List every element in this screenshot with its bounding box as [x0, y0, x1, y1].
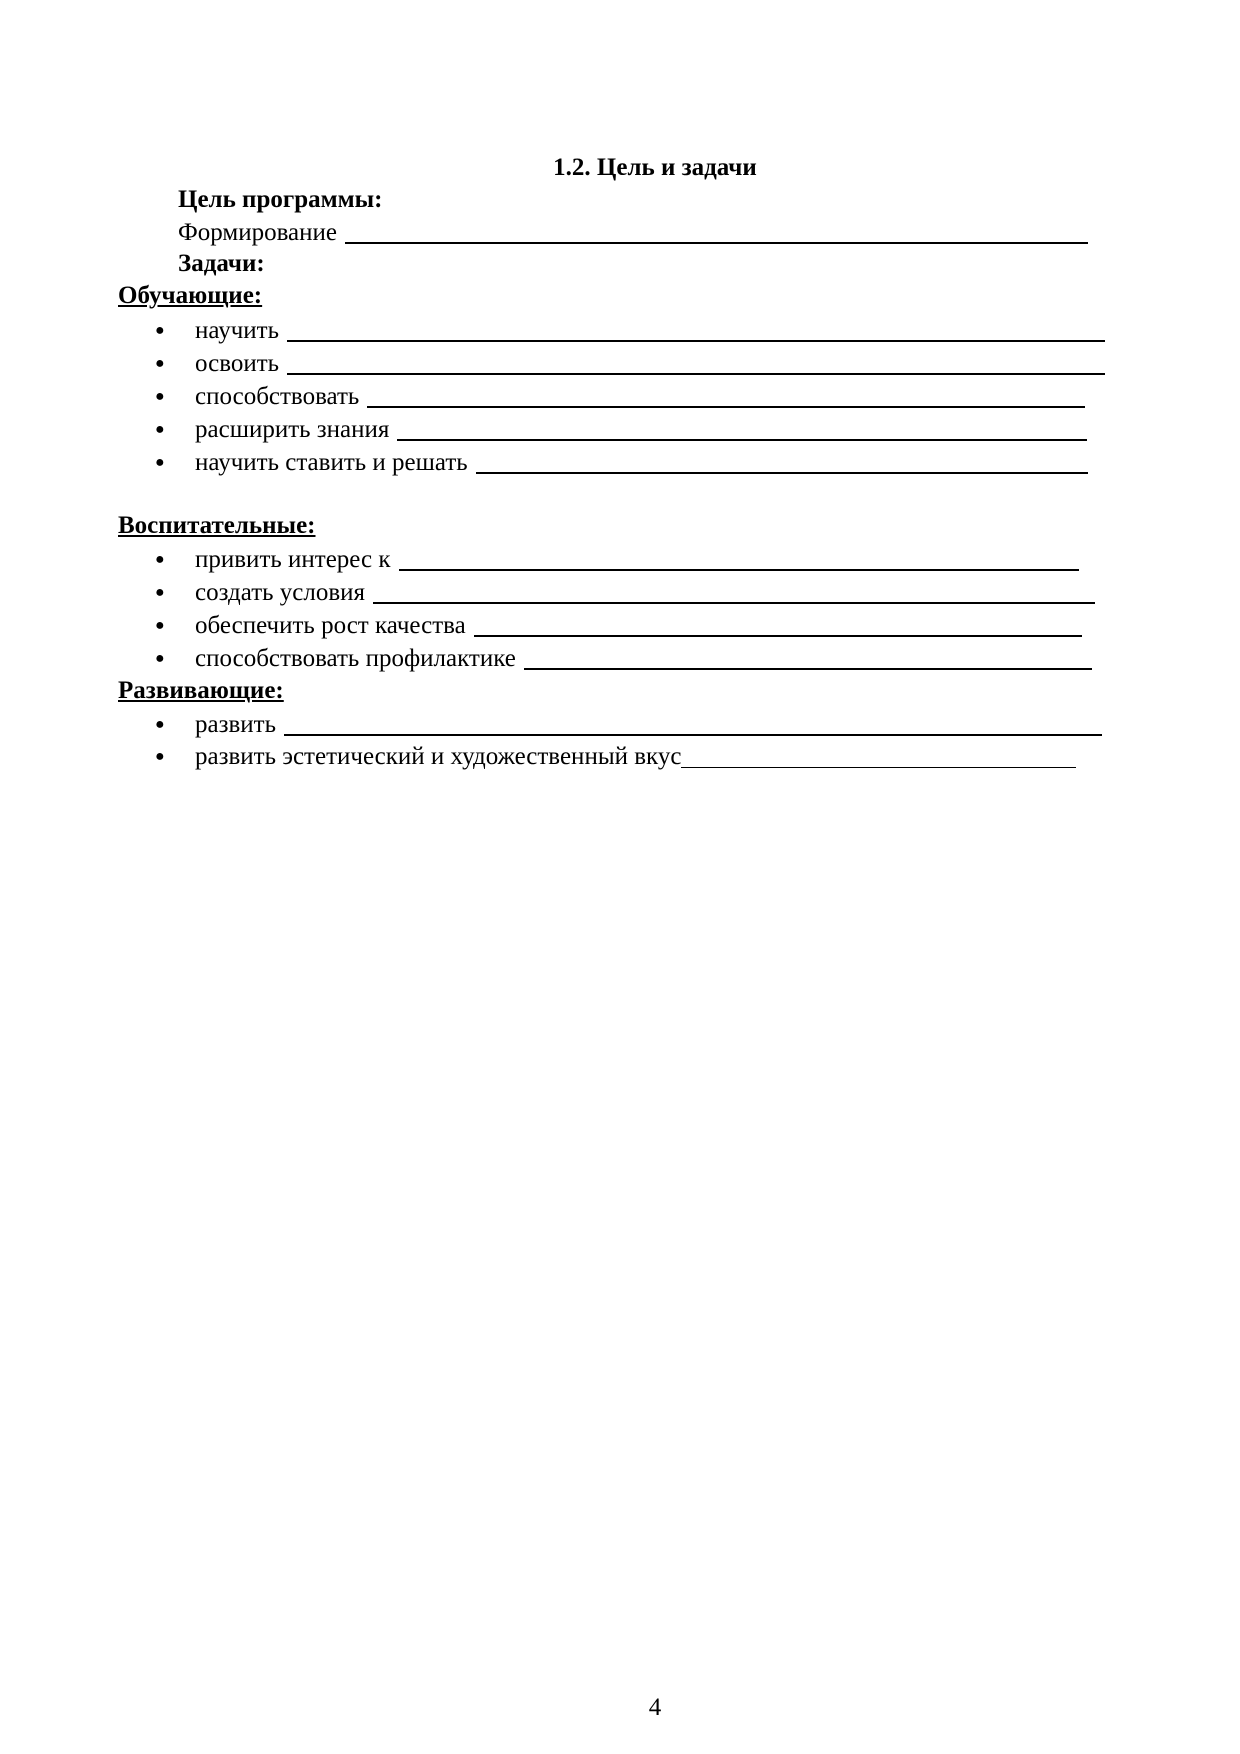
- section-title: 1.2. Цель и задачи: [553, 154, 757, 181]
- fill-line: [397, 417, 1087, 441]
- list-item-label: развить эстетический и художественный вкус: [195, 743, 682, 770]
- fill-line: [399, 547, 1079, 571]
- list-item: [155, 314, 1105, 346]
- bullet-icon: ●: [155, 584, 165, 601]
- list-item-label: расширить знания: [195, 416, 390, 443]
- fill-line: [287, 351, 1105, 375]
- list-item: [155, 576, 1095, 608]
- bullet-icon: ●: [155, 551, 165, 568]
- list-item: [155, 741, 1076, 773]
- fill-line: [681, 745, 1076, 768]
- bullet-icon: ●: [155, 716, 165, 733]
- bullet-icon: ●: [155, 421, 165, 438]
- bullet-icon: ●: [155, 454, 165, 471]
- fill-line: [284, 712, 1102, 736]
- list-item: [155, 642, 1092, 674]
- fill-line: [474, 613, 1082, 637]
- list-item: [155, 446, 1088, 478]
- bullet-icon: ●: [155, 748, 165, 765]
- section-heading-educational: Обучающие:: [118, 282, 263, 309]
- fill-line: [524, 646, 1092, 670]
- goal-row: [178, 216, 1088, 249]
- list-item: [155, 413, 1087, 445]
- list-item: [155, 347, 1105, 379]
- list-item-label: привить интерес к: [195, 546, 391, 573]
- list-item: [155, 708, 1102, 740]
- bullet-icon: ●: [155, 650, 165, 667]
- list-item-label: способствовать профилактике: [195, 645, 516, 672]
- goal-heading: Цель программы:: [178, 186, 383, 213]
- bullet-icon: ●: [155, 322, 165, 339]
- list-item-label: способствовать: [195, 383, 360, 410]
- list-item: [155, 609, 1082, 641]
- list-item: [155, 543, 1079, 575]
- section-heading-developmental: Развивающие:: [118, 677, 284, 704]
- fill-line: [373, 580, 1095, 604]
- bullet-icon: ●: [155, 355, 165, 372]
- fill-line: [367, 384, 1085, 408]
- goal-fill-line: [345, 220, 1088, 244]
- bullet-icon: ●: [155, 617, 165, 634]
- goal-text: Формирование: [178, 219, 337, 246]
- list-item-label: создать условия: [195, 579, 366, 606]
- list-item-label: развить: [195, 711, 276, 738]
- bullet-icon: ●: [155, 388, 165, 405]
- list-item-label: обеспечить рост качества: [195, 612, 466, 639]
- list-item-label: освоить: [195, 350, 280, 377]
- fill-line: [476, 450, 1088, 474]
- section-heading-upbringing: Воспитательные:: [118, 512, 316, 539]
- tasks-heading: Задачи:: [178, 250, 265, 277]
- list-item: [155, 380, 1085, 412]
- list-item-label: научить: [195, 317, 279, 344]
- page-number: 4: [648, 1694, 662, 1721]
- list-item-label: научить ставить и решать: [195, 449, 468, 476]
- fill-line: [287, 318, 1105, 342]
